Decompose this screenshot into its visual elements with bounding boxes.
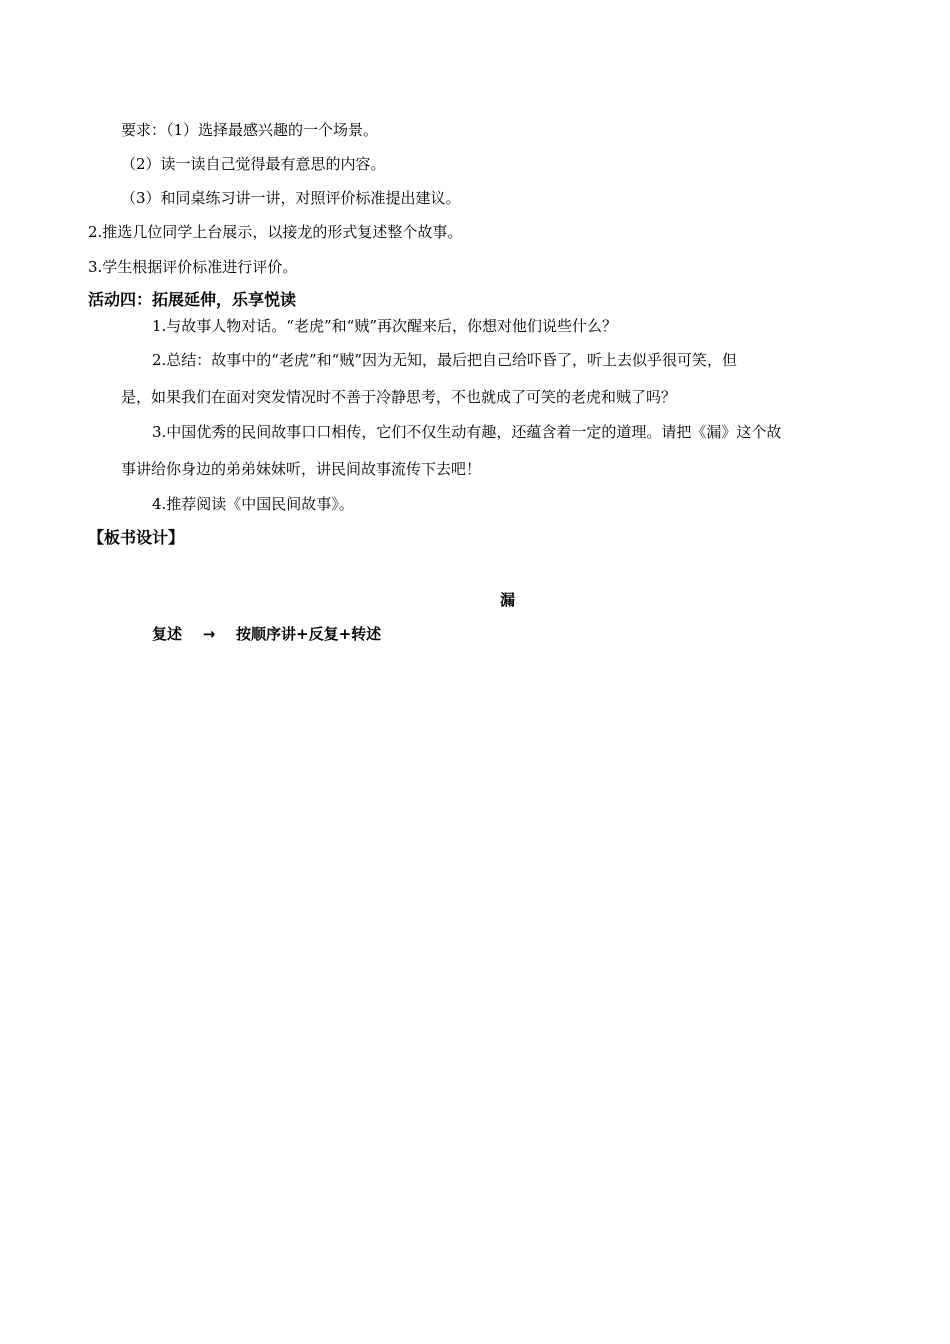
step-2: 2.推选几位同学上台展示，以接龙的形式复述整个故事。 — [88, 223, 463, 241]
step-3: 3.学生根据评价标准进行评价。 — [88, 258, 298, 276]
board-design-row — [152, 624, 381, 644]
board-design-heading: 【板书设计】 — [88, 528, 185, 547]
activity-four-item-2-line-2: 是，如果我们在面对突发情况时不善于冷静思考，不也就成了可笑的老虎和贼了吗？ — [121, 388, 677, 406]
activity-four-heading: 活动四：拓展延伸，乐享悦读 — [88, 290, 297, 309]
activity-four-item-3-line-2: 事讲给你身边的弟弟妹妹听，讲民间故事流传下去吧！ — [121, 460, 482, 478]
board-design-title: 漏 — [500, 591, 516, 609]
requirement-intro: 要求：（1）选择最感兴趣的一个场景。 — [121, 121, 379, 139]
activity-four-item-1: 1.与故事人物对话。“老虎”和“贼”再次醒来后，你想对他们说些什么？ — [152, 317, 617, 335]
board-design-left: 复述 — [152, 625, 183, 643]
arrow-right-icon: → — [202, 625, 216, 643]
activity-four-item-2-line-1: 2.总结：故事中的“老虎”和“贼”因为无知，最后把自己给吓昏了，听上去似乎很可笑，但 — [152, 351, 737, 369]
requirement-item-2: （2）读一读自己觉得最有意思的内容。 — [121, 155, 386, 173]
board-design-right: 按顺序讲+反复+转述 — [236, 625, 382, 643]
requirement-item-3: （3）和同桌练习讲一讲，对照评价标准提出建议。 — [121, 189, 461, 207]
activity-four-item-3-line-1: 3.中国优秀的民间故事口口相传，它们不仅生动有趣，还蕴含着一定的道理。请把《漏》这个故 — [152, 423, 782, 441]
activity-four-item-4: 4.推荐阅读《中国民间故事》。 — [152, 495, 354, 513]
